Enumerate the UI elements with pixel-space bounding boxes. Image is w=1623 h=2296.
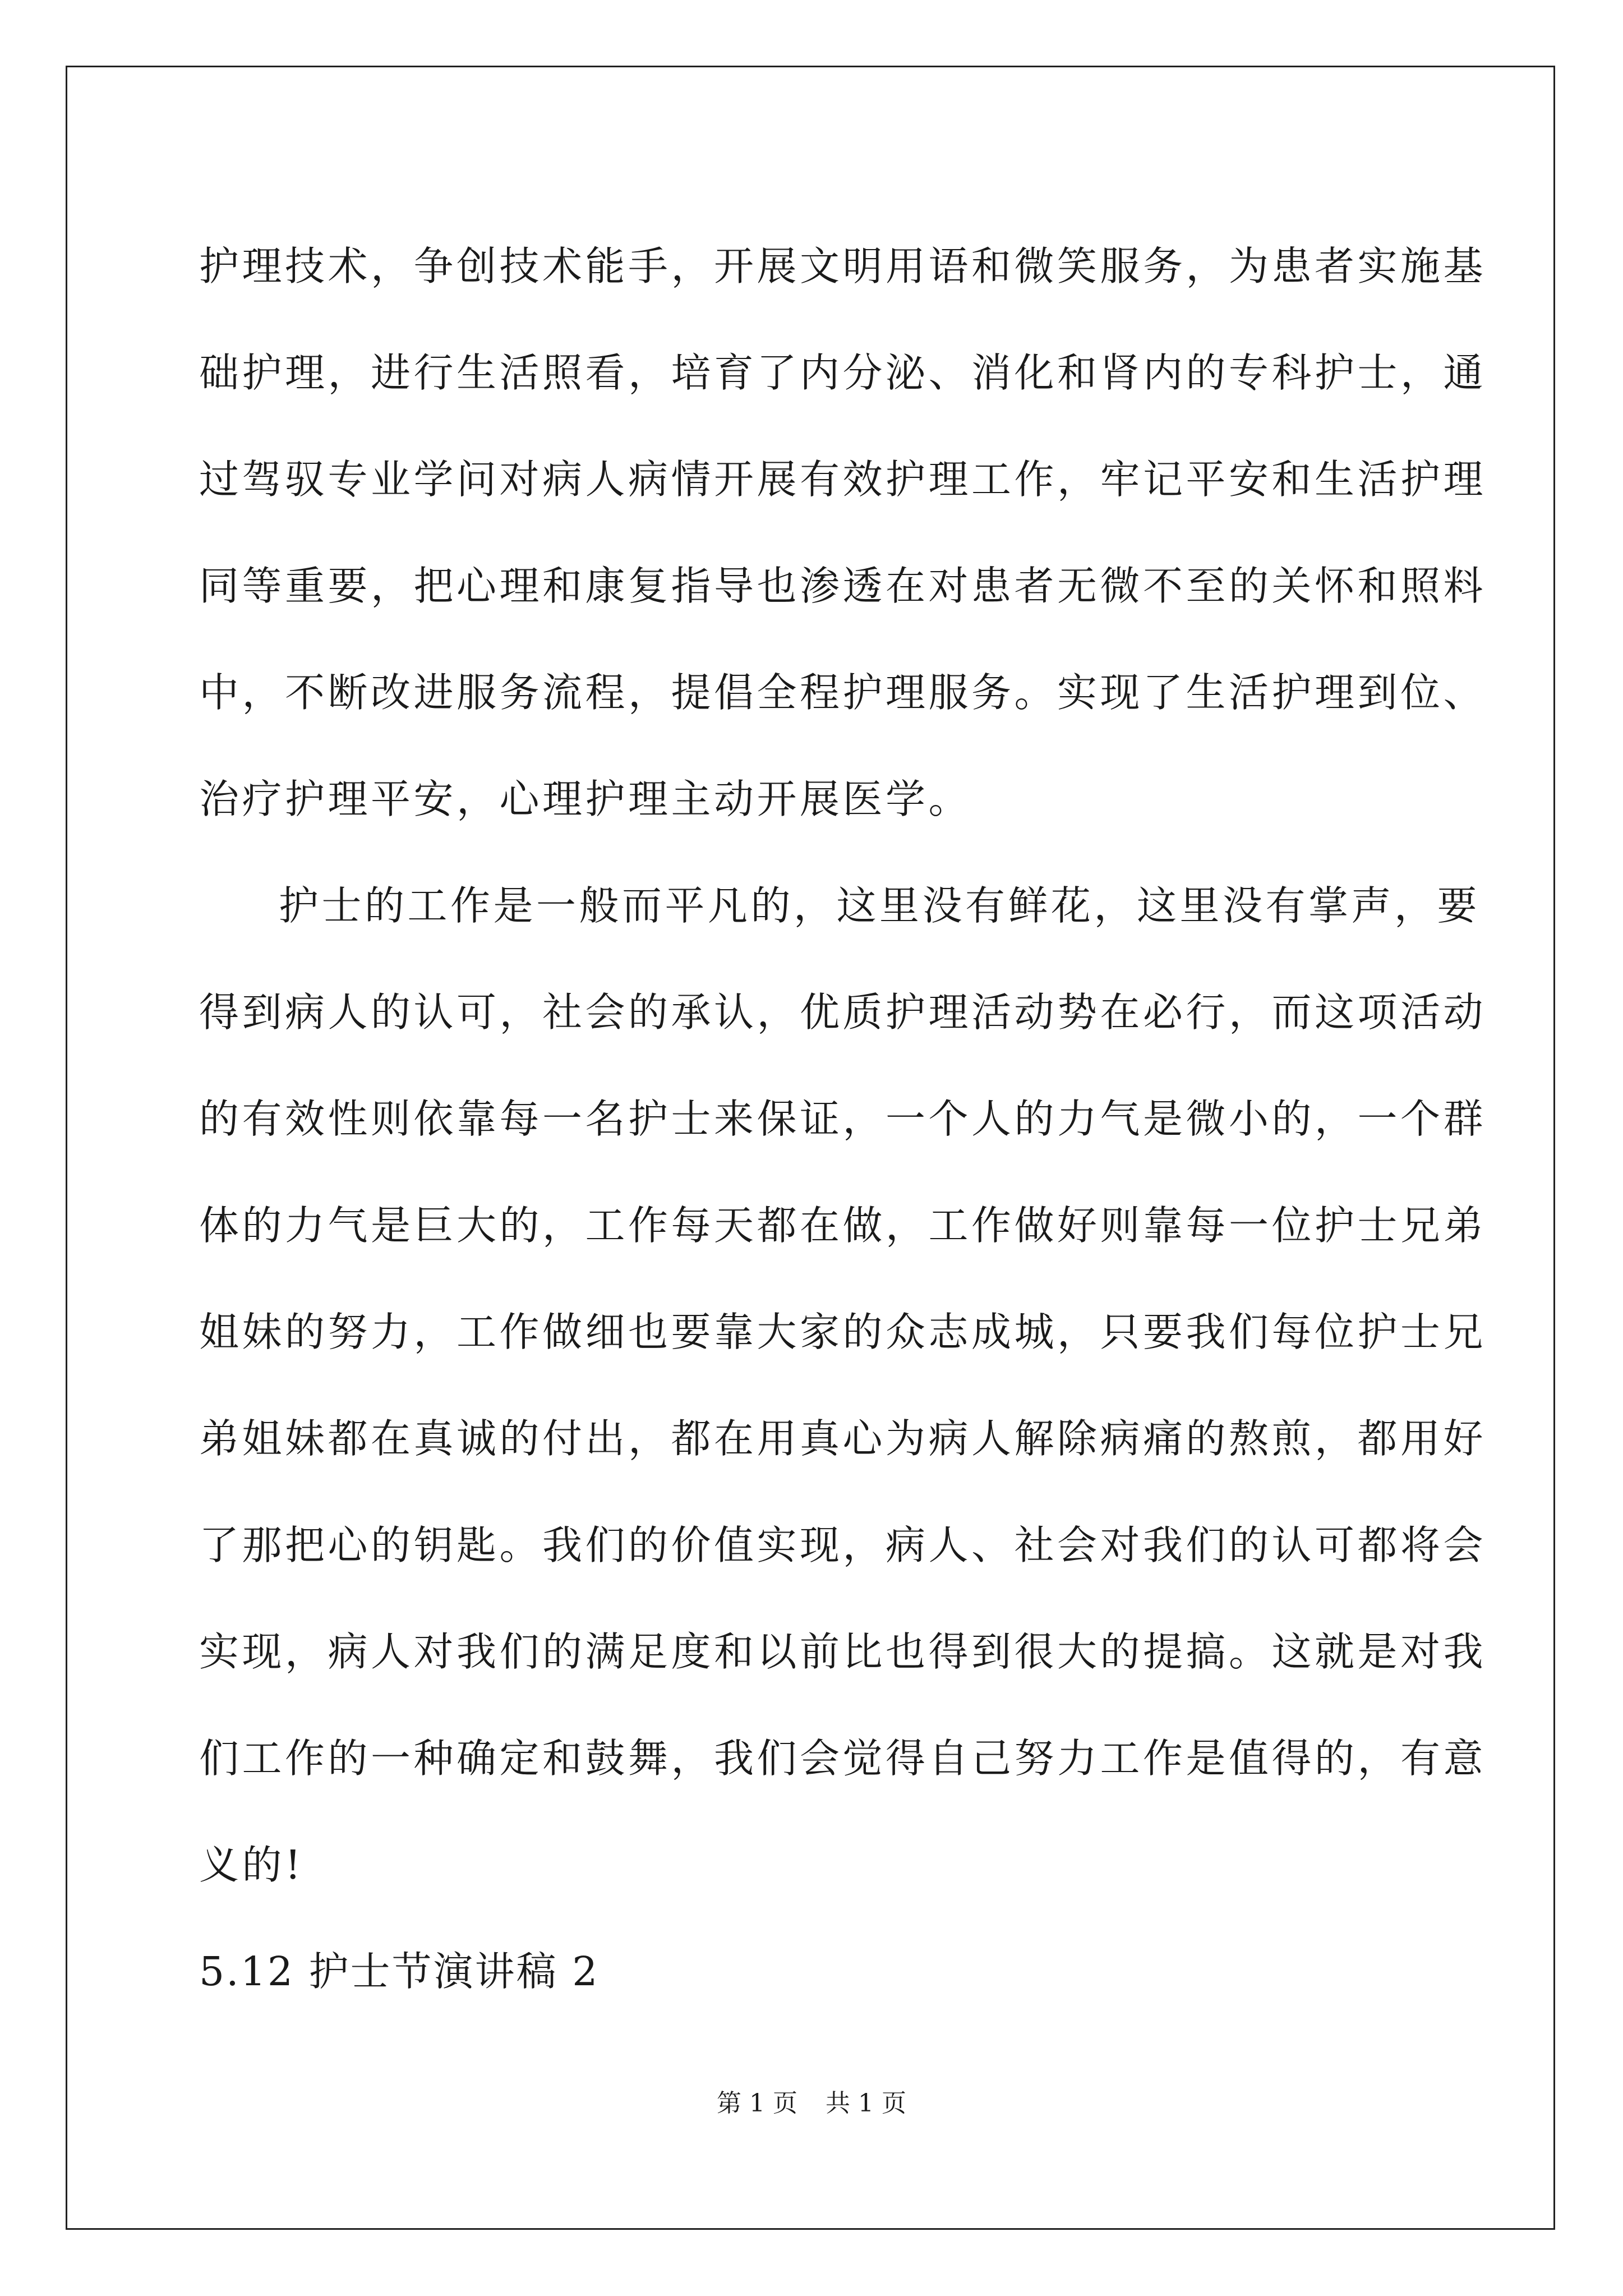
- text-line: 义的!: [199, 1842, 305, 1888]
- page-number: 第 1 页: [717, 2089, 797, 2118]
- text-line: 中，不断改进服务流程，提倡全程护理服务。实现了生活护理到位、: [199, 669, 1487, 716]
- text-line: 的有效性则依靠每一名护士来保证，一个人的力气是微小的，一个群: [199, 1096, 1487, 1142]
- text-line: 过驾驭专业学问对病人病情开展有效护理工作，牢记平安和生活护理: [199, 456, 1487, 503]
- text-line: 同等重要，把心理和康复指导也渗透在对患者无微不至的关怀和照料: [199, 563, 1487, 609]
- text-line: 护理技术，争创技术能手，开展文明用语和微笑服务，为患者实施基: [199, 243, 1487, 289]
- text-line: 们工作的一种确定和鼓舞，我们会觉得自己努力工作是值得的，有意: [199, 1735, 1487, 1782]
- section-heading: 5.12 护士节演讲稿 2: [199, 1948, 600, 1995]
- text-line: 得到病人的认可，社会的承认，优质护理活动势在必行，而这项活动: [199, 989, 1487, 1036]
- page-footer: [0, 2087, 1623, 2120]
- text-line: 实现，病人对我们的满足度和以前比也得到很大的提搞。这就是对我: [199, 1628, 1487, 1675]
- document-body: [199, 213, 1487, 2025]
- text-line: 治疗护理平安，心理护理主动开展医学。: [199, 776, 972, 822]
- paragraph-2: [199, 853, 1487, 1918]
- text-line: 体的力气是巨大的，工作每天都在做，工作做好则靠每一位护士兄弟: [199, 1202, 1487, 1249]
- paragraph-1: [199, 213, 1487, 853]
- page-total: 共 1 页: [826, 2089, 906, 2118]
- text-line: 础护理，进行生活照看，培育了内分泌、消化和肾内的专科护士，通: [199, 349, 1487, 396]
- text-line: 护士的工作是一般而平凡的，这里没有鲜花，这里没有掌声，要: [279, 882, 1481, 929]
- text-line: 弟姐妹都在真诚的付出，都在用真心为病人解除病痛的熬煎，都用好: [199, 1415, 1487, 1462]
- text-line: 姐妹的努力，工作做细也要靠大家的众志成城，只要我们每位护士兄: [199, 1309, 1487, 1355]
- text-line: 了那把心的钥匙。我们的价值实现，病人、社会对我们的认可都将会: [199, 1522, 1487, 1568]
